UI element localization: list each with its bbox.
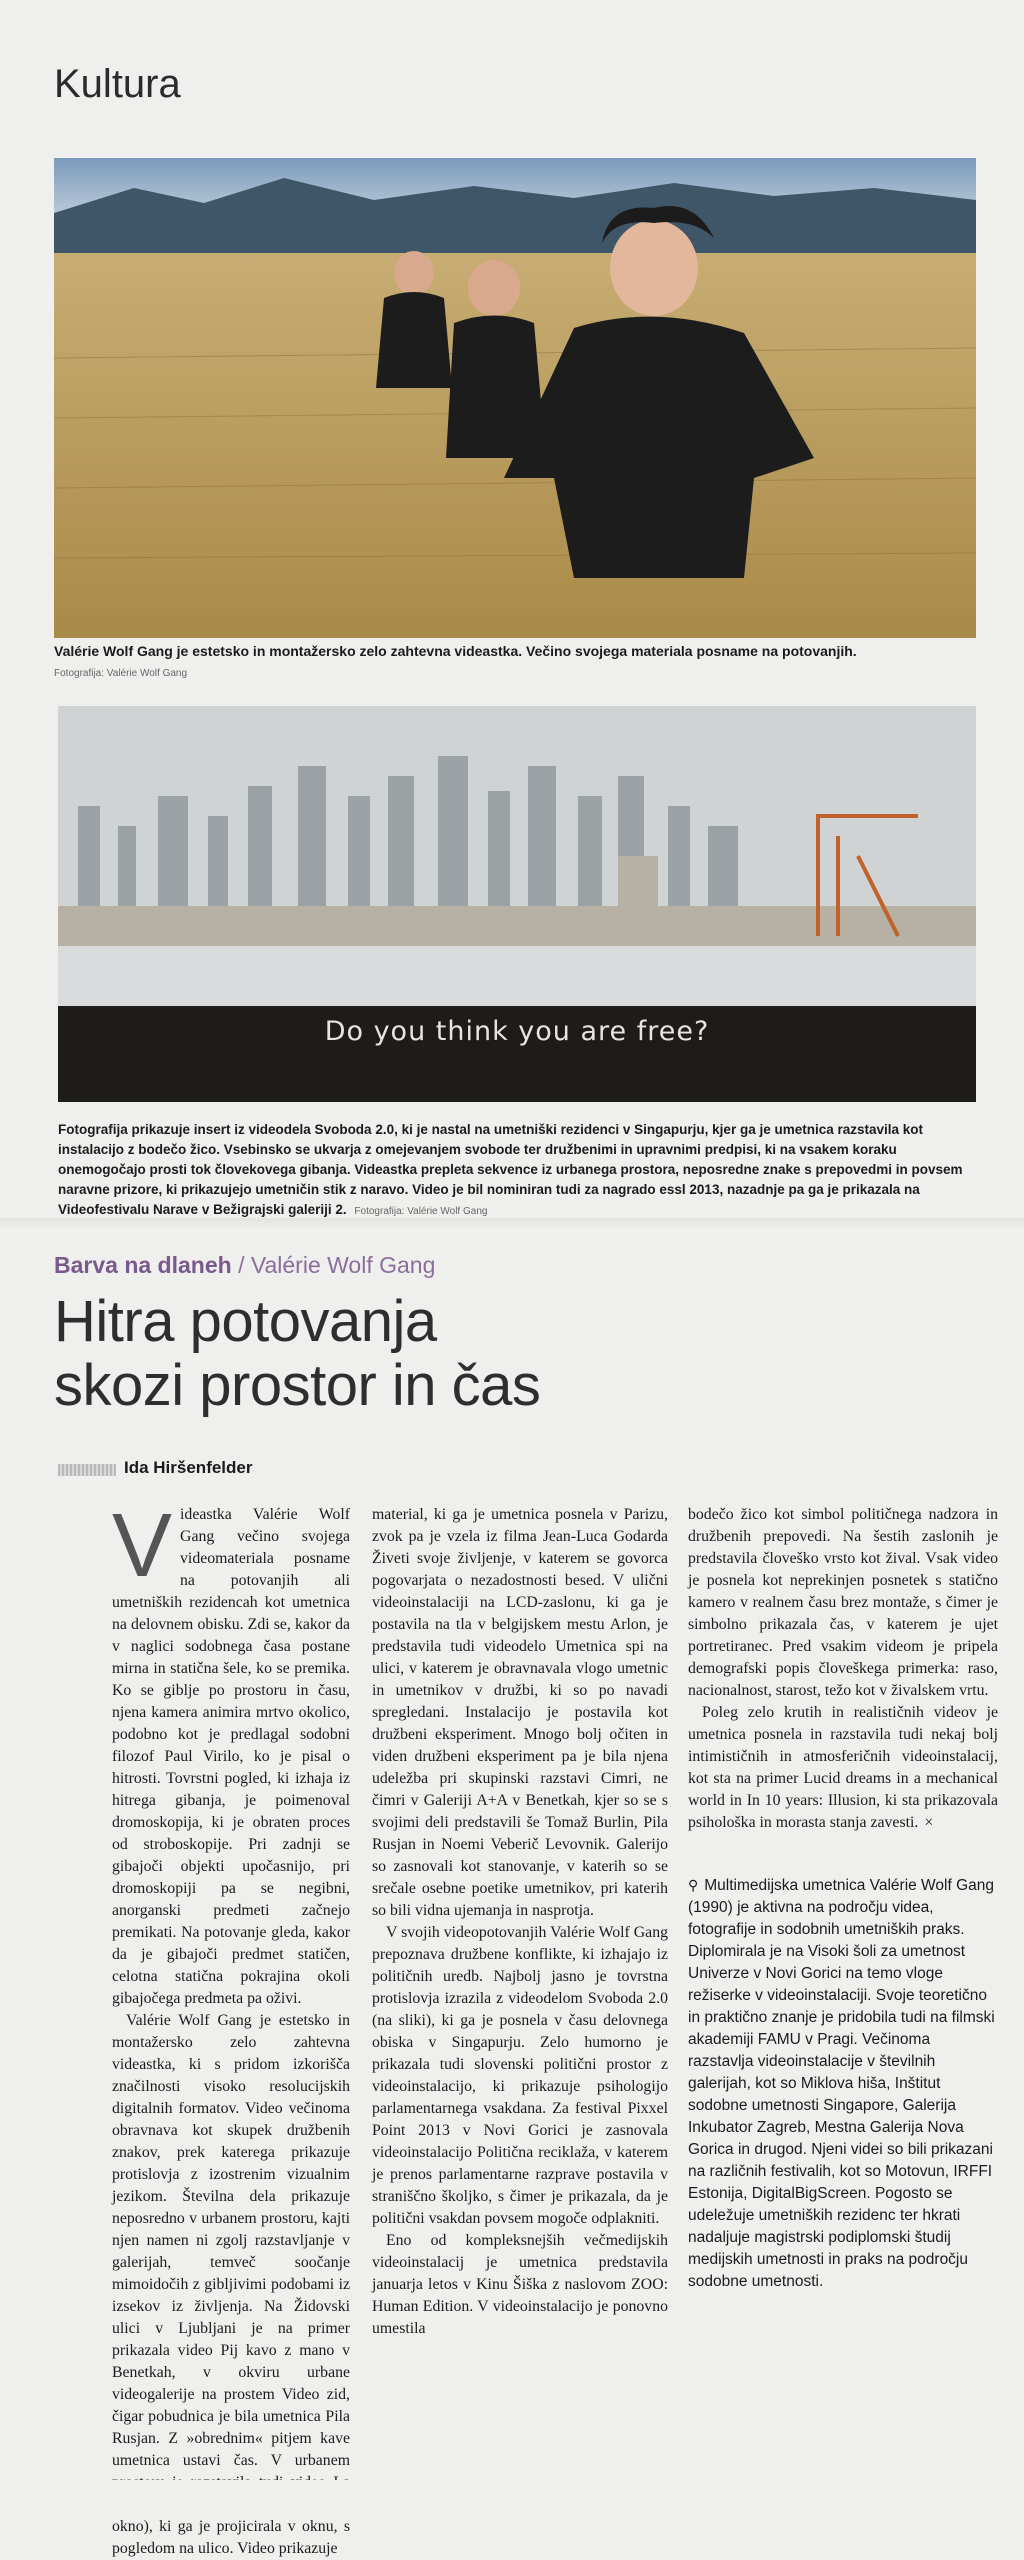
wheat-field-illustration bbox=[54, 158, 976, 638]
author-bio-box bbox=[688, 1874, 998, 2293]
article-byline: Ida Hiršenfelder bbox=[124, 1458, 253, 1477]
paragraph-text: Poleg zelo krutih in realističnih videov je umetnica posnela in razstavila tudi nekaj bolj intimističnih in atmosferičnih videoinstalacij, kot sta na primer Lucid dreams in a mechanical world in In 10 years: Illusion, ki sta prikazovala psihološka in morasta stanja zavesti. bbox=[688, 1704, 998, 1831]
photo2-caption-text: Fotografija prikazuje insert iz videodela Svoboda 2.0, ki je nastal na umetniški rezidenci v Singapurju, kjer ga je umetnica razstavila kot instalacijo z bodečo žico. Vsebinsko se ukvarja z omejevanjem svobode ter družbenimi in upravnimi predpisi, ki na vsakem koraku onemogočajo prosti tok človekovega gibanja. Videastka prepleta sekvence iz urbanega prostora, neposredne znake s prepovedmi in povsem naravne prizore, ki prikazujejo umetničin stik z naravo. Video je bil nominiran tudi za nagrado essl 2013, nazadnje pa ga je prikazala na Videofestivalu Narave v Bežigrajski galeriji 2. bbox=[58, 1122, 963, 1217]
photo1-credit: Fotografija: Valérie Wolf Gang bbox=[54, 668, 188, 679]
paragraph bbox=[688, 1702, 998, 1834]
article-column-1 bbox=[112, 1496, 350, 2560]
photo1-caption: Valérie Wolf Gang je estetsko in montažersko zelo zahtevna videastka. Večino svojega materiala posname na potovanjih. bbox=[54, 643, 857, 659]
paragraph: Valérie Wolf Gang je estetsko in montažersko zelo zahtevna videastka, ki s pridom izkorišča značilnosti visoko resolucijskih digitalnih formatov. Video večinoma obravnava kot skupek družbenih znakov, prek katerega prikazuje protislovja z izostrenim vizualnim jezikom. Številna dela prikazuje neposredno v urbanem prostoru, kajti njen namen ni zgolj razstavljanje v galerijah, temveč soočanje mimoidočih z gibljivimi podobami iz izsekov iz življenja. Na Židovski ulici v Ljubljani je na primer prikazala video Pij kavo z mano v Benetkah, v okviru urbane videogalerije na prostem Video zid, čigar pobudnica je bila umetnica Pila Rusjan. Z »obrednim« pitjem kave umetnica ustavi čas. V urbanem okno), ki ga je projicirala v oknu, s pogledom na ulico. Video prikazuje bbox=[112, 2012, 350, 2557]
photo2-caption bbox=[58, 1120, 978, 1222]
page-bottom-edge bbox=[0, 2480, 1024, 2516]
paragraph: bodečo žico kot simbol političnega nadzora in družbenih prepovedi. Na šestih zaslonih je predstavila človeško vrsto kot žival. Vsak video je posnela kot neprekinjen posnetek s statično kamero v realnem času brez montaže, s čimer je simbolno prikazala čas, v katerem je ujet portretiranec. Pred vsakim videom je pripela demografski popis človeškega primerka: raso, nacionalnost, starost, težo kot v živalskem vrtu. bbox=[688, 1506, 998, 1699]
paragraph: Eno od kompleksnejših večmedijskih videoinstalacij je umetnica predstavila januarja letos v Kinu Šiška z naslovom ZOO: Human Edition. V videoinstalacijo je ponovno umestila bbox=[372, 2232, 668, 2337]
kicker-separator: / bbox=[231, 1252, 251, 1278]
headline-line-2: skozi prostor in čas bbox=[54, 1353, 541, 1418]
section-title: Kultura bbox=[54, 62, 181, 106]
paragraph: V svojih videopotovanjih Valérie Wolf Gang prepoznava družbene konflikte, ki izhajajo iz političnih uredb. Najbolj jasno je tovrstna protislovja izrazila z videodelom Svoboda 2.0 (na sliki), ki ga je posnela v času delovnega obiska v Singapurju. Zelo humorno je prikazala tudi slovenski politični prostor z videoinstalacijo, ki prikazuje psihologijo parlamentarnega vsakdana. Za festival Pixxel Point 2013 v Novi Gorici je zasnovala videoinstalacijo Politična reciklaža, v katerem je prenos parlamentarne razprave postavila v straniščno školjko, s čimer je prikazala, da je politični vsakdan povsem mogoče odplakniti. bbox=[372, 1924, 668, 2227]
article-headline bbox=[54, 1290, 954, 1418]
paragraph: ideastka Valérie Wolf Gang večino svojega videomateriala posname na potovanjih ali umetniških rezidencah kot umetnica na delovnem obisku. Zdi se, kakor da v naglici sodobnega časa postane mirna in statična šele, ko se premika. Ko se giblje po prostoru in času, njena kamera animira mrtvo okolico, podobno kot je predlagal sodobni filozof Paul Virilo, ko je pisal o hitrosti. Tovrstni pogled, ki izhaja iz hitrega gibanja, je poimenoval dromoskopija, ki je obraten proces od stroboskopije. Pri zadnji se gibajoči objekti upočasnijo, pri dromoskopiji pa se negibni, anorganski predmeti začnejo premikati. Na potovanje gleda, kakor da je gibajoči predmet statičen, celotna statična pokrajina okoli gibajočega predmeta pa oživi. bbox=[112, 1506, 350, 2007]
bio-text: Multimedijska umetnica Valérie Wolf Gang (1990) je aktivna na področju videa, fotografije in sodobnih umetniških praks. Diplomirala je na Visoki šoli za umetnost Univerze v Novi Gorici na temo vloge režiserke v videoinstalaciji. Svoje teoretično in praktično znanje je pridobila tudi na filmski akademiji FAMU v Pragi. Večinoma razstavlja videoinstalacije v številnih galerijah, kot so Miklova hiša, Inštitut sodobne umetnosti Singapore, Galerija Inkubator Zagreb, Mestna Galerija Nova Gorica in drugod. Njeni videi so bili prikazani na različnih festivalih, kot so Motovun, IRFFI Estonija, DigitalBigScreen. Pogosto se udeležuje umetniških rezidenc ter hkrati nadaljuje magistrski podiplomski študij medijskih umetnosti in praks na področju sodobne umetnosti. bbox=[688, 1877, 995, 2290]
paragraph: material, ki ga je umetnica posnela v Parizu, zvok pa je vzela iz filma Jean-Luca Godarda Živeti svoje življenje, v katerem se govorca pogovarjata o nezadostnosti besed. V ulični videoinstalaciji na LCD-zaslonu, ki ga je postavila na tla v belgijskem mestu Arlon, je predstavila tudi videodelo Umetnica spi na ulici, v katerem je obravnavala vlogo umetnic in umetnikov v družbi, ki so po navadi spregledani. Instalacijo je postavila kot družbeni eksperiment. Mnogo bolj očiten in viden družbeni eksperiment pa je bila njena udeležba pri skupinski razstavi Cimri, ne čimri v Galeriji A+A v Benetkah, kjer so se s svojimi deli predstavili še Tomaž Burlin, Pila Rusjan in Noemi Veberič Levovnik. Galerijo so zasnovali kot stanovanje, v katerih so se srečale osebne poetike umetnikov, pri katerih so bili vidna ujemanja in nasprotja. bbox=[372, 1506, 668, 1919]
kicker-series: Barva na dlaneh bbox=[54, 1252, 232, 1278]
search-icon: ⚲ bbox=[688, 1877, 699, 1893]
byline-decoration bbox=[58, 1464, 116, 1476]
skyline-illustration bbox=[58, 706, 976, 1006]
article-photo-skyline bbox=[58, 706, 976, 1102]
article-column-3 bbox=[688, 1504, 998, 2293]
photo2-overlay-text: Do you think you are free? bbox=[324, 1016, 710, 1047]
article-photo-wheat-field bbox=[54, 158, 976, 638]
page-fold bbox=[0, 1218, 1024, 1232]
drop-cap: V bbox=[112, 1496, 173, 1596]
article-kicker bbox=[54, 1252, 435, 1279]
kicker-name: Valérie Wolf Gang bbox=[250, 1252, 436, 1278]
article-column-2 bbox=[372, 1504, 668, 2340]
end-mark: × bbox=[924, 1814, 934, 1831]
headline-line-1: Hitra potovanja bbox=[54, 1289, 437, 1354]
photo2-credit: Fotografija: Valérie Wolf Gang bbox=[354, 1206, 488, 1217]
